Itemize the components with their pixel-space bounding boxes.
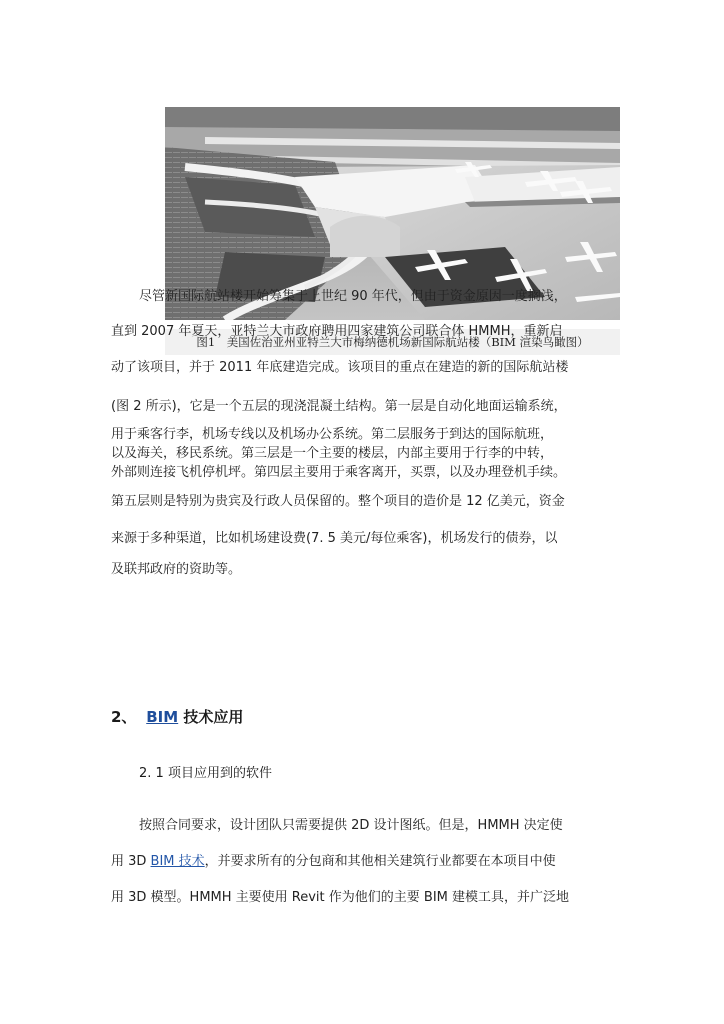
- figure-1: [165, 107, 620, 355]
- section-number: 2、: [111, 708, 137, 726]
- line-prefix: 用 3D: [111, 854, 151, 869]
- paragraph-line: 第五层则是特别为贵宾及行政人员保留的。整个项目的造价是 12 亿美元，资金: [111, 494, 565, 509]
- subsection-heading: 2. 1 项目应用到的软件: [139, 766, 272, 781]
- bim-technology-link[interactable]: BIM 技术: [150, 854, 205, 869]
- paragraph-line: [111, 850, 556, 869]
- paragraph-line: 外部则连接飞机停机坪。第四层主要用于乘客离开，买票，以及办理登机手续。: [111, 465, 567, 480]
- paragraph-line: 用 3D 模型。HMMH 主要使用 Revit 作为他们的主要 BIM 建模工具，并广泛地: [111, 890, 570, 905]
- paragraph-line: 及联邦政府的资助等。: [111, 562, 242, 577]
- paragraph-line: 动了该项目，并于 2011 年底建造完成。该项目的重点在建造的新的国际航站楼: [111, 360, 569, 375]
- section-title: 技术应用: [178, 708, 244, 726]
- section-heading: [111, 706, 243, 727]
- paragraph-line: 来源于多种渠道，比如机场建设费(7. 5 美元/每位乘客)，机场发行的债券，以: [111, 531, 558, 546]
- paragraph-line: 尽管新国际航站楼开始筹集于上世纪 90 年代，但由于资金原因一度搁浅，: [139, 289, 567, 304]
- bim-heading-link[interactable]: BIM: [146, 708, 179, 726]
- paragraph-line: 以及海关，移民系统。第三层是一个主要的楼层，内部主要用于行李的中转，: [111, 446, 554, 461]
- figure-caption: 图1 美国佐治亚州亚特兰大市梅纳德机场新国际航站楼（BIM 渲染鸟瞰图）: [165, 329, 620, 355]
- paragraph-line: (图 2 所示)，它是一个五层的现浇混凝土结构。第一层是自动化地面运输系统，: [111, 399, 567, 414]
- paragraph-line: 按照合同要求，设计团队只需要提供 2D 设计图纸。但是，HMMH 决定使: [139, 818, 563, 833]
- line-suffix: ，并要求所有的分包商和其他相关建筑行业都要在本项目中使: [204, 854, 556, 869]
- paragraph-line: 直到 2007 年夏天，亚特兰大市政府聘用四家建筑公司联合体 HMMH，重新启: [111, 324, 563, 339]
- paragraph-line: 用于乘客行李，机场专线以及机场办公系统。第二层服务于到达的国际航班，: [111, 427, 554, 442]
